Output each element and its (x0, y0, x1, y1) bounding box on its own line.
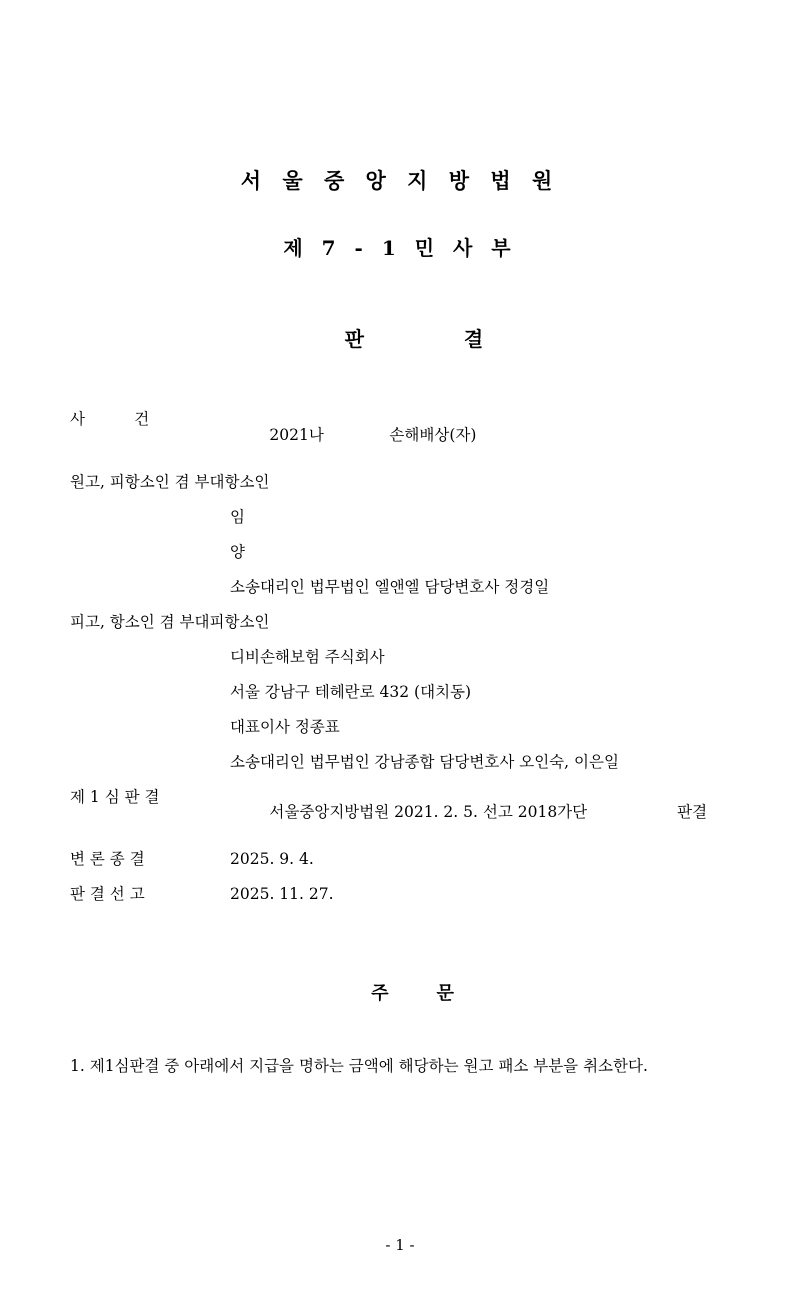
judgment-label: 판 결 선 고 (70, 885, 145, 903)
defendant-name: 디비손해보험 주식회사 (230, 647, 385, 666)
order-title-left: 주 (371, 983, 389, 1004)
closing-label: 변 론 종 결 (70, 850, 145, 868)
order-item-1: 1. 제1심판결 중 아래에서 지급을 명하는 금액에 해당하는 원고 패소 부분을 취소한다. (70, 1057, 648, 1075)
order-title (70, 958, 730, 1026)
plaintiff-counsel-row (70, 577, 730, 599)
first-trial-row (70, 787, 730, 837)
case-number: 2021나 (269, 425, 324, 444)
document-page (0, 165, 800, 1296)
plaintiff-row (70, 472, 730, 494)
defendant-representative: 대표이사 정종표 (230, 717, 340, 736)
defendant-counsel-row (70, 752, 730, 774)
plaintiff-name-1: 임 (230, 507, 245, 526)
plaintiff-counsel: 소송대리인 법무법인 엘앤엘 담당변호사 정경일 (230, 577, 550, 596)
defendant-row (70, 612, 730, 634)
page-number: - 1 - (385, 1236, 415, 1254)
plaintiff-name-row-2 (70, 542, 730, 564)
judgment-row (70, 887, 730, 906)
case-label: 사 건 (70, 410, 150, 428)
first-trial-value-group (230, 790, 730, 837)
first-trial-suffix: 판결 (677, 803, 708, 821)
defendant-representative-row (70, 717, 730, 739)
first-trial-value: 서울중앙지방법원 2021. 2. 5. 선고 2018가단 (269, 803, 588, 821)
document-type-right: 결 (463, 327, 484, 351)
defendant-label: 피고, 항소인 겸 부대피항소인 (70, 612, 270, 631)
division-name: 제 7 - 1 민 사 부 (283, 236, 517, 260)
case-value (230, 412, 730, 459)
caption-block (70, 412, 730, 906)
defendant-name-row (70, 647, 730, 669)
defendant-counsel: 소송대리인 법무법인 강남종합 담당변호사 오인숙, 이은일 (230, 752, 619, 771)
order-title-right: 문 (436, 983, 454, 1004)
plaintiff-name-row-1 (70, 507, 730, 529)
case-name: 손해배상(자) (389, 425, 477, 444)
closing-value: 2025. 9. 4. (230, 850, 314, 868)
closing-row (70, 852, 730, 871)
document-type-left: 판 (344, 327, 364, 351)
defendant-address-row (70, 682, 730, 704)
document-type (70, 299, 730, 376)
plaintiff-label: 원고, 피항소인 겸 부대항소인 (70, 472, 270, 491)
defendant-address: 서울 강남구 테헤란로 432 (대치동) (230, 682, 472, 701)
first-trial-label: 제 1 심 판 결 (70, 787, 160, 806)
plaintiff-name-2: 양 (230, 542, 245, 561)
case-row (70, 412, 730, 459)
judgment-value: 2025. 11. 27. (230, 885, 334, 903)
court-name: 서 울 중 앙 지 방 법 원 (240, 168, 560, 193)
